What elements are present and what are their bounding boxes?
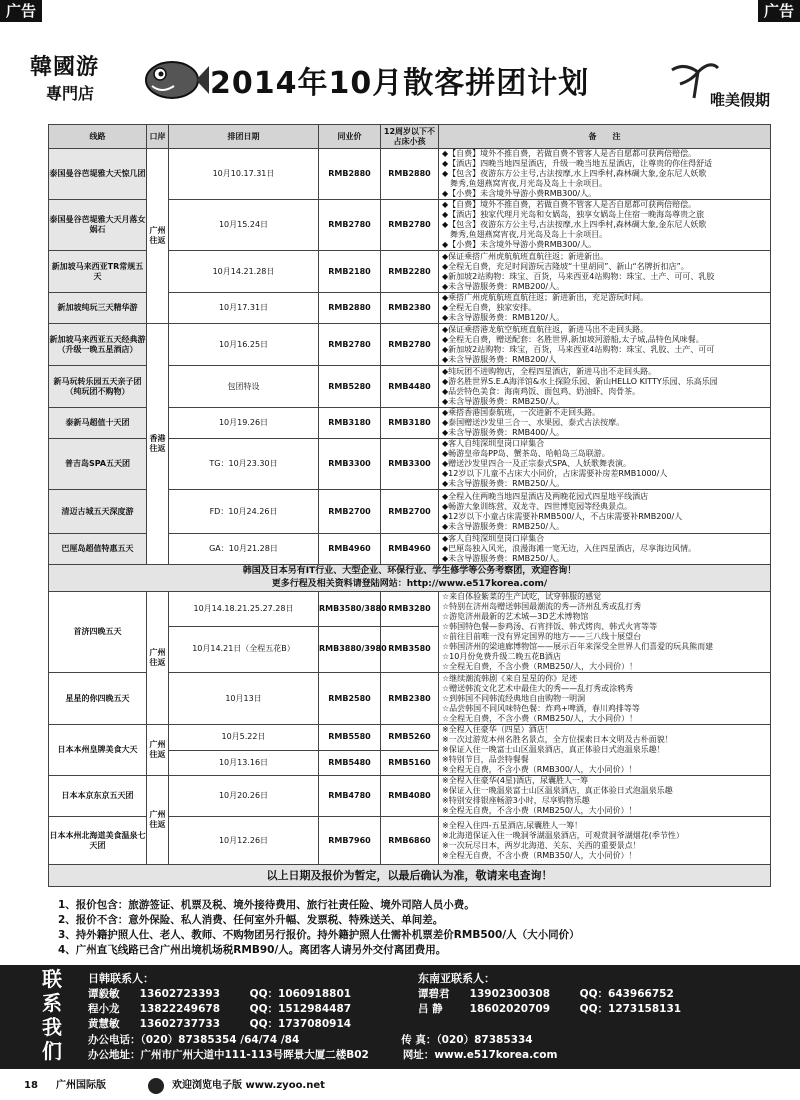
note-line: ☆游览济州最新的艺术城—3D艺术博物馆	[442, 612, 589, 621]
departure-dates: 10月12.26日	[169, 817, 319, 865]
contact-row	[88, 987, 351, 1002]
contact-side-char: 们	[42, 1039, 62, 1063]
table-row	[49, 776, 771, 817]
office-info	[88, 1033, 557, 1063]
child-price: RMB3180	[381, 408, 439, 439]
note-line: ☆全程无自费，不含小费（RMB250/人，大小同价）！	[442, 713, 638, 723]
note-line: ◆未含导游服务费：RMB200/人。	[442, 281, 565, 291]
col-header-adult-price: 同业价	[319, 125, 381, 149]
contact-row	[88, 1002, 351, 1017]
note-line: ☆前往目前唯一没有界定国界的地方——三八线十展望台	[442, 632, 642, 641]
adult-price: RMB7960	[319, 817, 381, 865]
note-line: ※一次过游览本州名胜名景点，全方位探索日本文明及古朴面貌！	[442, 735, 673, 744]
notes-cell	[439, 490, 771, 534]
col-header-route: 线路	[49, 125, 147, 149]
note-line: ※全程无自费，不含小费（RMB350/人，大小同价）！	[442, 850, 637, 860]
adult-price: RMB3300	[319, 439, 381, 490]
notes-cell	[439, 725, 771, 776]
contact-side-char: 联	[42, 967, 62, 991]
note-line: ◆【小费】未含境外导游小费RMB300/人。	[442, 189, 597, 198]
note-line: ◆未含导游服务费：RMB250/人。	[442, 554, 565, 563]
note-line: ◆【自费】境外不推自费，若做自费不管客人是否自愿都可获两倍赔偿。	[442, 149, 697, 158]
notes-cell	[439, 293, 771, 324]
page-footer	[0, 1074, 800, 1098]
child-price: RMB4080	[381, 776, 439, 817]
contact-side-char: 系	[42, 991, 62, 1015]
ad-tag-right: 广告	[758, 0, 800, 22]
note-line: ※保证入住一晚温泉富士山区温泉酒店，真正体验日式泡温泉乐趣	[442, 786, 673, 795]
route-name: 泰国曼谷芭堤雅大天月落女娲石	[49, 200, 147, 251]
term-item: 2、报价不含：意外保险、私人消费、任何室外升幅、发票税、特殊送关、单间差。	[58, 914, 444, 926]
note-line: ※全程入住豪华(4星)酒店，尿囊胜人一筹	[442, 776, 589, 785]
note-line: ◆12岁以下儿童不占床大小同价，占床需要补房差RMB1000/人	[442, 469, 668, 478]
contact-name: 谭碧君	[418, 988, 450, 1000]
contact-phone[interactable]: 13822249678	[139, 1003, 221, 1015]
route-name: 日本本京东京五天团	[49, 776, 147, 817]
contact-panel	[0, 965, 800, 1069]
office-phone-row	[88, 1033, 557, 1048]
adult-price: RMB2880	[319, 149, 381, 200]
note-line: ◆未含导游服务费：RMB250/人。	[442, 521, 565, 531]
adult-price: RMB5580	[319, 725, 381, 751]
note-line: ☆韩国济州的梁迪廊博物馆——展示百年来深受全世界人们喜爱的玩具熊而建	[442, 642, 714, 651]
contact-qq: QQ：1737080914	[249, 1018, 352, 1030]
brand-logo	[670, 58, 770, 114]
adult-price: RMB2780	[319, 200, 381, 251]
page-number: 18	[24, 1080, 38, 1091]
note-line: ☆到韩国不同韩流经典地自由购物一明洞	[442, 693, 586, 703]
contact-qq: QQ：1512984487	[249, 1003, 352, 1015]
notes-cell	[439, 408, 771, 439]
port-cell: 香港往返	[147, 324, 169, 565]
departure-dates: 10月17.31日	[169, 293, 319, 324]
child-price: RMB5160	[381, 750, 439, 776]
departure-dates: 10月5.22日	[169, 725, 319, 751]
child-price: RMB4960	[381, 534, 439, 565]
note-line: ◆未含导游服务费：RMB250/人。	[442, 479, 565, 488]
child-price: RMB2880	[381, 149, 439, 200]
adult-price: RMB2700	[319, 490, 381, 534]
note-line: ☆品尝韩国不同风味特色餐：炸鸡+啤酒，春川鸡排等等	[442, 703, 640, 713]
note-line: ◆全程入住两晚当地四星酒店及两晚花园式四星地平线酒店	[442, 491, 649, 501]
korea-banner-row	[49, 565, 771, 592]
contact-us-label	[38, 967, 66, 1063]
notes-cell	[439, 149, 771, 200]
port-cell: 广州往返	[147, 776, 169, 865]
contact-row	[88, 1017, 351, 1032]
tour-schedule-table	[48, 124, 771, 887]
route-name: 泰新马超值十天团	[49, 408, 147, 439]
address-label: 办公地址：	[88, 1049, 141, 1061]
adult-price: RMB3580/3880	[319, 592, 381, 627]
note-line: 舞秀,鱼翅燕窝宵夜,月光岛及岛上十余项目。	[442, 179, 608, 188]
notes-cell	[439, 324, 771, 366]
contact-phone[interactable]: 13602723393	[139, 988, 221, 1000]
child-price: RMB2780	[381, 200, 439, 251]
departure-dates: 10月14.21日（全程五花B）	[169, 626, 319, 672]
note-line: ◆未含导游服务费：RMB250/人。	[442, 396, 565, 406]
route-name: 清迈古城五天深度游	[49, 490, 147, 534]
contact-name: 吕 静	[418, 1003, 443, 1015]
route-name: 新马玩转乐园五天亲子团（纯玩团不购物）	[49, 366, 147, 408]
note-line: ※特别节目，品尝特餐餐	[442, 755, 529, 764]
child-price: RMB2700	[381, 490, 439, 534]
note-line: ◆保证乘搭港龙航空航班直航往返，新进马出不走回头路。	[442, 324, 649, 334]
term-item: 1、报价包含：旅游签证、机票及税、境外接待费用、旅行社责任险、境外司陪人员小费。	[58, 899, 475, 911]
adult-price: RMB2580	[319, 673, 381, 725]
note-line: 舞秀,鱼翅燕窝宵夜,月光岛及岛上十余项目。	[442, 230, 608, 239]
note-line: ◆纯玩团不进购物店，全程四星酒店，新进马出不走回头路。	[442, 366, 657, 376]
note-line: ◆未含导游服务费：RMB120/人。	[442, 313, 565, 322]
sea-contacts-title: 东南亚联系人：	[418, 972, 495, 985]
route-name: 巴厘岛超值特惠五天	[49, 534, 147, 565]
child-price: RMB3300	[381, 439, 439, 490]
note-line: ◆畅游大象训练营、双龙寺、四世博览园等经典景点。	[442, 501, 633, 511]
note-line: ◆畅游皇帝岛PP岛、蟹茶岛、哈帕岛三岛联游。	[442, 449, 610, 458]
contact-name: 谭毅敏	[88, 988, 120, 1000]
port-cell: 广州往返	[147, 725, 169, 776]
route-name: 泰国曼谷芭堤雅大天惊几团	[49, 149, 147, 200]
departure-dates: 10月14.18.21.25.27.28日	[169, 592, 319, 627]
contact-name: 黄慧敏	[88, 1018, 120, 1030]
note-line: ◆赠送沙发里四合一及正宗泰式SPA、人妖歌舞表演。	[442, 459, 632, 468]
note-line: ※北海道保证入住一晚洞爷湖温泉酒店，可观赏洞爷湖烟花(季节性）	[442, 830, 684, 840]
e-edition-link[interactable]: 欢迎浏览电子版 www.zyoo.net	[172, 1080, 325, 1091]
port-cell: 广州往返	[147, 149, 169, 324]
notes-cell	[439, 817, 771, 865]
adult-price: RMB2780	[319, 324, 381, 366]
table-row	[49, 149, 771, 200]
address-text: 广州市广州大道中111-113号晖景大厦二楼B02	[140, 1049, 369, 1061]
col-header-notes: 备 注	[439, 125, 771, 149]
note-line: ※特别安排银座畅游3小时，尽享购物乐趣	[442, 796, 590, 805]
contact-qq: QQ：1060918801	[249, 988, 352, 1000]
note-line: ◆保证乘搭广州虎航航班直航往返；新进新出。	[442, 251, 609, 261]
office-address-row	[88, 1048, 557, 1063]
table-row	[49, 592, 771, 627]
note-line: ◆全程无自费，赠送配套：名胜世界,新加坡河游船,太子城,品特色风味餐。	[442, 334, 704, 344]
note-line: ◆【自费】境外不推自费，若做自费不管客人是否自愿都可获两倍赔偿。	[442, 200, 697, 209]
notes-cell	[439, 673, 771, 725]
table-header-row	[49, 125, 771, 149]
note-line: ◆新加坡2站购物：珠宝，百货，马来西亚4站购物：珠宝、乳胶、土产、可可	[442, 344, 715, 354]
contact-phone[interactable]: 13602737733	[139, 1018, 221, 1030]
child-price: RMB2380	[381, 673, 439, 725]
office-phone[interactable]: （020）87385354 /64/74 /84	[140, 1034, 300, 1046]
term-item: 4、广州直飞线路已含广州出境机场税RMB90/人。离团客人请另外交付离团费用。	[58, 944, 447, 956]
note-line: ◆客人自纯深圳皇岗口岸集合	[442, 439, 545, 448]
disclaimer-row	[49, 865, 771, 887]
adult-price: RMB5480	[319, 750, 381, 776]
japan-korea-contacts	[88, 971, 351, 1032]
notes-cell	[439, 592, 771, 673]
departure-dates: 包团特设	[169, 366, 319, 408]
note-line: ◆乘搭广州虎航航班直航往返；新进新出，充足游玩时间。	[442, 293, 649, 302]
child-price: RMB2380	[381, 293, 439, 324]
adult-price: RMB4780	[319, 776, 381, 817]
note-line: ◆新加坡2站购物：珠宝、百货，马来西亚4站购物：珠宝、土产、可可、乳胶	[442, 271, 715, 281]
route-name: 新加坡马来西亚TR常规五天	[49, 251, 147, 293]
notes-cell	[439, 366, 771, 408]
departure-dates: 10月20.26日	[169, 776, 319, 817]
southeast-asia-contacts	[418, 971, 681, 1017]
contact-qq: QQ：643966752	[579, 988, 674, 1000]
table-row	[49, 324, 771, 366]
contact-qq: QQ：1273158131	[579, 1003, 682, 1015]
departure-dates: 10月10.17.31日	[169, 149, 319, 200]
departure-dates: 10月13日	[169, 673, 319, 725]
note-line: ※全程入住四-五星酒店,尿囊胜人一筹！	[442, 820, 583, 830]
logo-sub-text: 專門店	[46, 84, 95, 103]
route-name: 日本本州皇牌美食大天	[49, 725, 147, 776]
note-line: ※保证入住一晚富士山区温泉酒店，真正体验日式泡温泉乐趣！	[442, 745, 665, 754]
term-item: 3、持外籍护照人仕、老人、教师、不购物团另行报价。持外籍护照人仕需补机票差价RMB500/人（大小同价）	[58, 929, 580, 941]
terms-list	[58, 898, 778, 958]
col-header-dates: 排团日期	[169, 125, 319, 149]
child-price: RMB2280	[381, 251, 439, 293]
contact-row	[418, 1002, 681, 1017]
emblem-icon	[148, 1078, 164, 1094]
logo-main-text: 韓國游	[30, 54, 100, 80]
note-line: ◆泰国赠送沙发里三合一、水果园、泰式古法按摩。	[442, 418, 625, 427]
notes-cell	[439, 439, 771, 490]
logo	[30, 50, 140, 104]
notes-cell	[439, 776, 771, 817]
note-line: ※全程无自费，不含小费（RMB250/人，大小同价）！	[442, 806, 637, 815]
website-label: 网址：	[402, 1049, 435, 1061]
brand-text: 唯美假期	[709, 91, 770, 109]
contact-phone[interactable]: 18602020709	[469, 1003, 551, 1015]
note-line: ◆乘搭香港国泰航班，一次进新不走回头路。	[442, 408, 601, 417]
table-row	[49, 725, 771, 751]
note-line: ◆【酒店】四晚当地四星酒店，升级一晚当地五星酒店，让尊贵的你住得舒适	[442, 159, 713, 168]
departure-dates: FD：10月24.26日	[169, 490, 319, 534]
adult-price: RMB2880	[319, 293, 381, 324]
adult-price: RMB3180	[319, 408, 381, 439]
note-line: ◆全程无自费，独家安排。	[442, 303, 537, 312]
note-line: ☆赠送韩流文化艺术中最佳大的秀——乱打秀或涂鸦秀	[442, 683, 634, 693]
route-name: 普吉岛SPA五天团	[49, 439, 147, 490]
departure-dates: 10月15.24日	[169, 200, 319, 251]
ad-tag-left: 广告	[0, 0, 42, 22]
note-line: ◆【小费】未含境外导游小费RMB300/人。	[442, 240, 597, 249]
departure-dates: 10月16.25日	[169, 324, 319, 366]
note-line: ◆未含导游服务费：RMB400/人。	[442, 428, 565, 437]
korea-banner-line1: 韩国及日本另有IT行业、大型企业、环保行业、学生修学等公务考察团，欢迎咨询！	[242, 566, 577, 576]
child-price: RMB2780	[381, 324, 439, 366]
note-line: ☆来自体验紫菜的生产试吃，试穿韩服的感觉	[442, 592, 602, 601]
publication-name: 广州国际版	[56, 1080, 106, 1091]
fish-mascot-icon	[140, 52, 210, 106]
contact-name: 程小龙	[88, 1003, 120, 1015]
route-name: 首济四晚五天	[49, 592, 147, 673]
departure-dates: TG：10月23.30日	[169, 439, 319, 490]
contact-side-char: 我	[42, 1015, 62, 1039]
notes-cell	[439, 200, 771, 251]
child-price: RMB3280	[381, 592, 439, 627]
note-line: ◆品尝特色美食：海南鸡饭、面包鸡、奶油虾、肉骨茶。	[442, 386, 641, 396]
korea-banner-line2: 更多行程及相关资料请登陆网站：http://www.e517korea.com/	[271, 579, 548, 589]
note-line: ※一次玩尽日本，两岁北海道、关东、关西的重要景点！	[442, 840, 641, 850]
note-line: ☆10月份免费升级二晚五花B酒店	[442, 652, 561, 661]
note-line: ◆【包含】夜游东方公主号,古法按摩,水上四季村,森林碉大象,金东尼人妖歌	[442, 169, 707, 178]
route-name: 新加坡马来西亚五天经典游（升级一晚五星酒店）	[49, 324, 147, 366]
note-line: ◆游名胜世界S.E.A海洋馆&水上探险乐园、新山HELLO KITTY乐园、乐高乐园	[442, 376, 718, 386]
note-line: ◆未含导游服务费：RMB200/人	[442, 354, 557, 364]
contact-phone[interactable]: 13902300308	[469, 988, 551, 1000]
disclaimer-text: 以上日期及报价为暂定，以最后确认为准，敬请来电查询！	[49, 865, 771, 887]
route-name: 日本本州北海道美食温泉七天团	[49, 817, 147, 865]
note-line: ◆【包含】夜游东方公主号,古法按摩,水上四季村,森林碉大象,金东尼人妖歌	[442, 220, 707, 229]
note-line: ※全程无自费，不含小费（RMB300/人，大小同价）！	[442, 765, 637, 774]
note-line: ◆客人自纯深圳皇岗口岸集合	[442, 534, 545, 543]
route-name: 新加坡纯玩三天精华游	[49, 293, 147, 324]
note-line: ☆韩国特色餐—参鸡汤、石宵拌饭、韩式烤肉、韩式火宵等等	[442, 622, 658, 631]
child-price: RMB6860	[381, 817, 439, 865]
page-title: 2014年10月散客拼团计划	[210, 66, 590, 101]
adult-price: RMB3880/3980	[319, 626, 381, 672]
note-line: ☆继续潮流韩剧《来自星星的你》足迹	[442, 673, 578, 683]
note-line: ◆12岁以下小童占床需要补RMB500/人，不占床需要补RMB200/人	[442, 511, 683, 521]
col-header-child-price: 12周岁以下不占床小孩	[381, 125, 439, 149]
website-link[interactable]: www.e517korea.com	[434, 1049, 558, 1061]
note-line: ◆巴厘岛独入风光，浪漫海滩一宽无边，入住四星酒店，尽享海边风情。	[442, 544, 697, 553]
note-line: ◆全程无自费，充足时间游玩吉隆坡“十里胡同”、新山“名牌折扣店”。	[442, 261, 689, 271]
child-price: RMB3580	[381, 626, 439, 672]
route-name: 星星的你四晚五天	[49, 673, 147, 725]
page-header	[20, 40, 780, 120]
port-cell: 广州往返	[147, 592, 169, 725]
note-line: ☆特别在济州岛赠送韩国最潮流的秀—济州乱秀或乱打秀	[442, 602, 642, 611]
col-header-port: 口岸	[147, 125, 169, 149]
note-line: ☆全程无自费，不含小费（RMB250/人，大小同价）！	[442, 662, 638, 671]
note-line: ◆【酒店】独家代理月光岛和女娲岛，独享女娲岛上住宿一晚海岛尊贵之旅	[442, 210, 705, 219]
notes-cell	[439, 251, 771, 293]
jk-contacts-title: 日韩联系人：	[88, 972, 154, 985]
adult-price: RMB4960	[319, 534, 381, 565]
departure-dates: 10月14.21.28日	[169, 251, 319, 293]
departure-dates: 10月19.26日	[169, 408, 319, 439]
child-price: RMB4480	[381, 366, 439, 408]
office-phone-label: 办公电话：	[88, 1034, 141, 1046]
fax-number: （020）87385334	[436, 1034, 533, 1046]
departure-dates: GA：10月21.28日	[169, 534, 319, 565]
fax-label: 传 真：	[401, 1034, 437, 1046]
notes-cell	[439, 534, 771, 565]
departure-dates: 10月13.16日	[169, 750, 319, 776]
note-line: ※全程入住豪华（四星）酒店！	[442, 725, 553, 734]
contact-row	[418, 987, 681, 1002]
child-price: RMB5260	[381, 725, 439, 751]
adult-price: RMB5280	[319, 366, 381, 408]
adult-price: RMB2180	[319, 251, 381, 293]
